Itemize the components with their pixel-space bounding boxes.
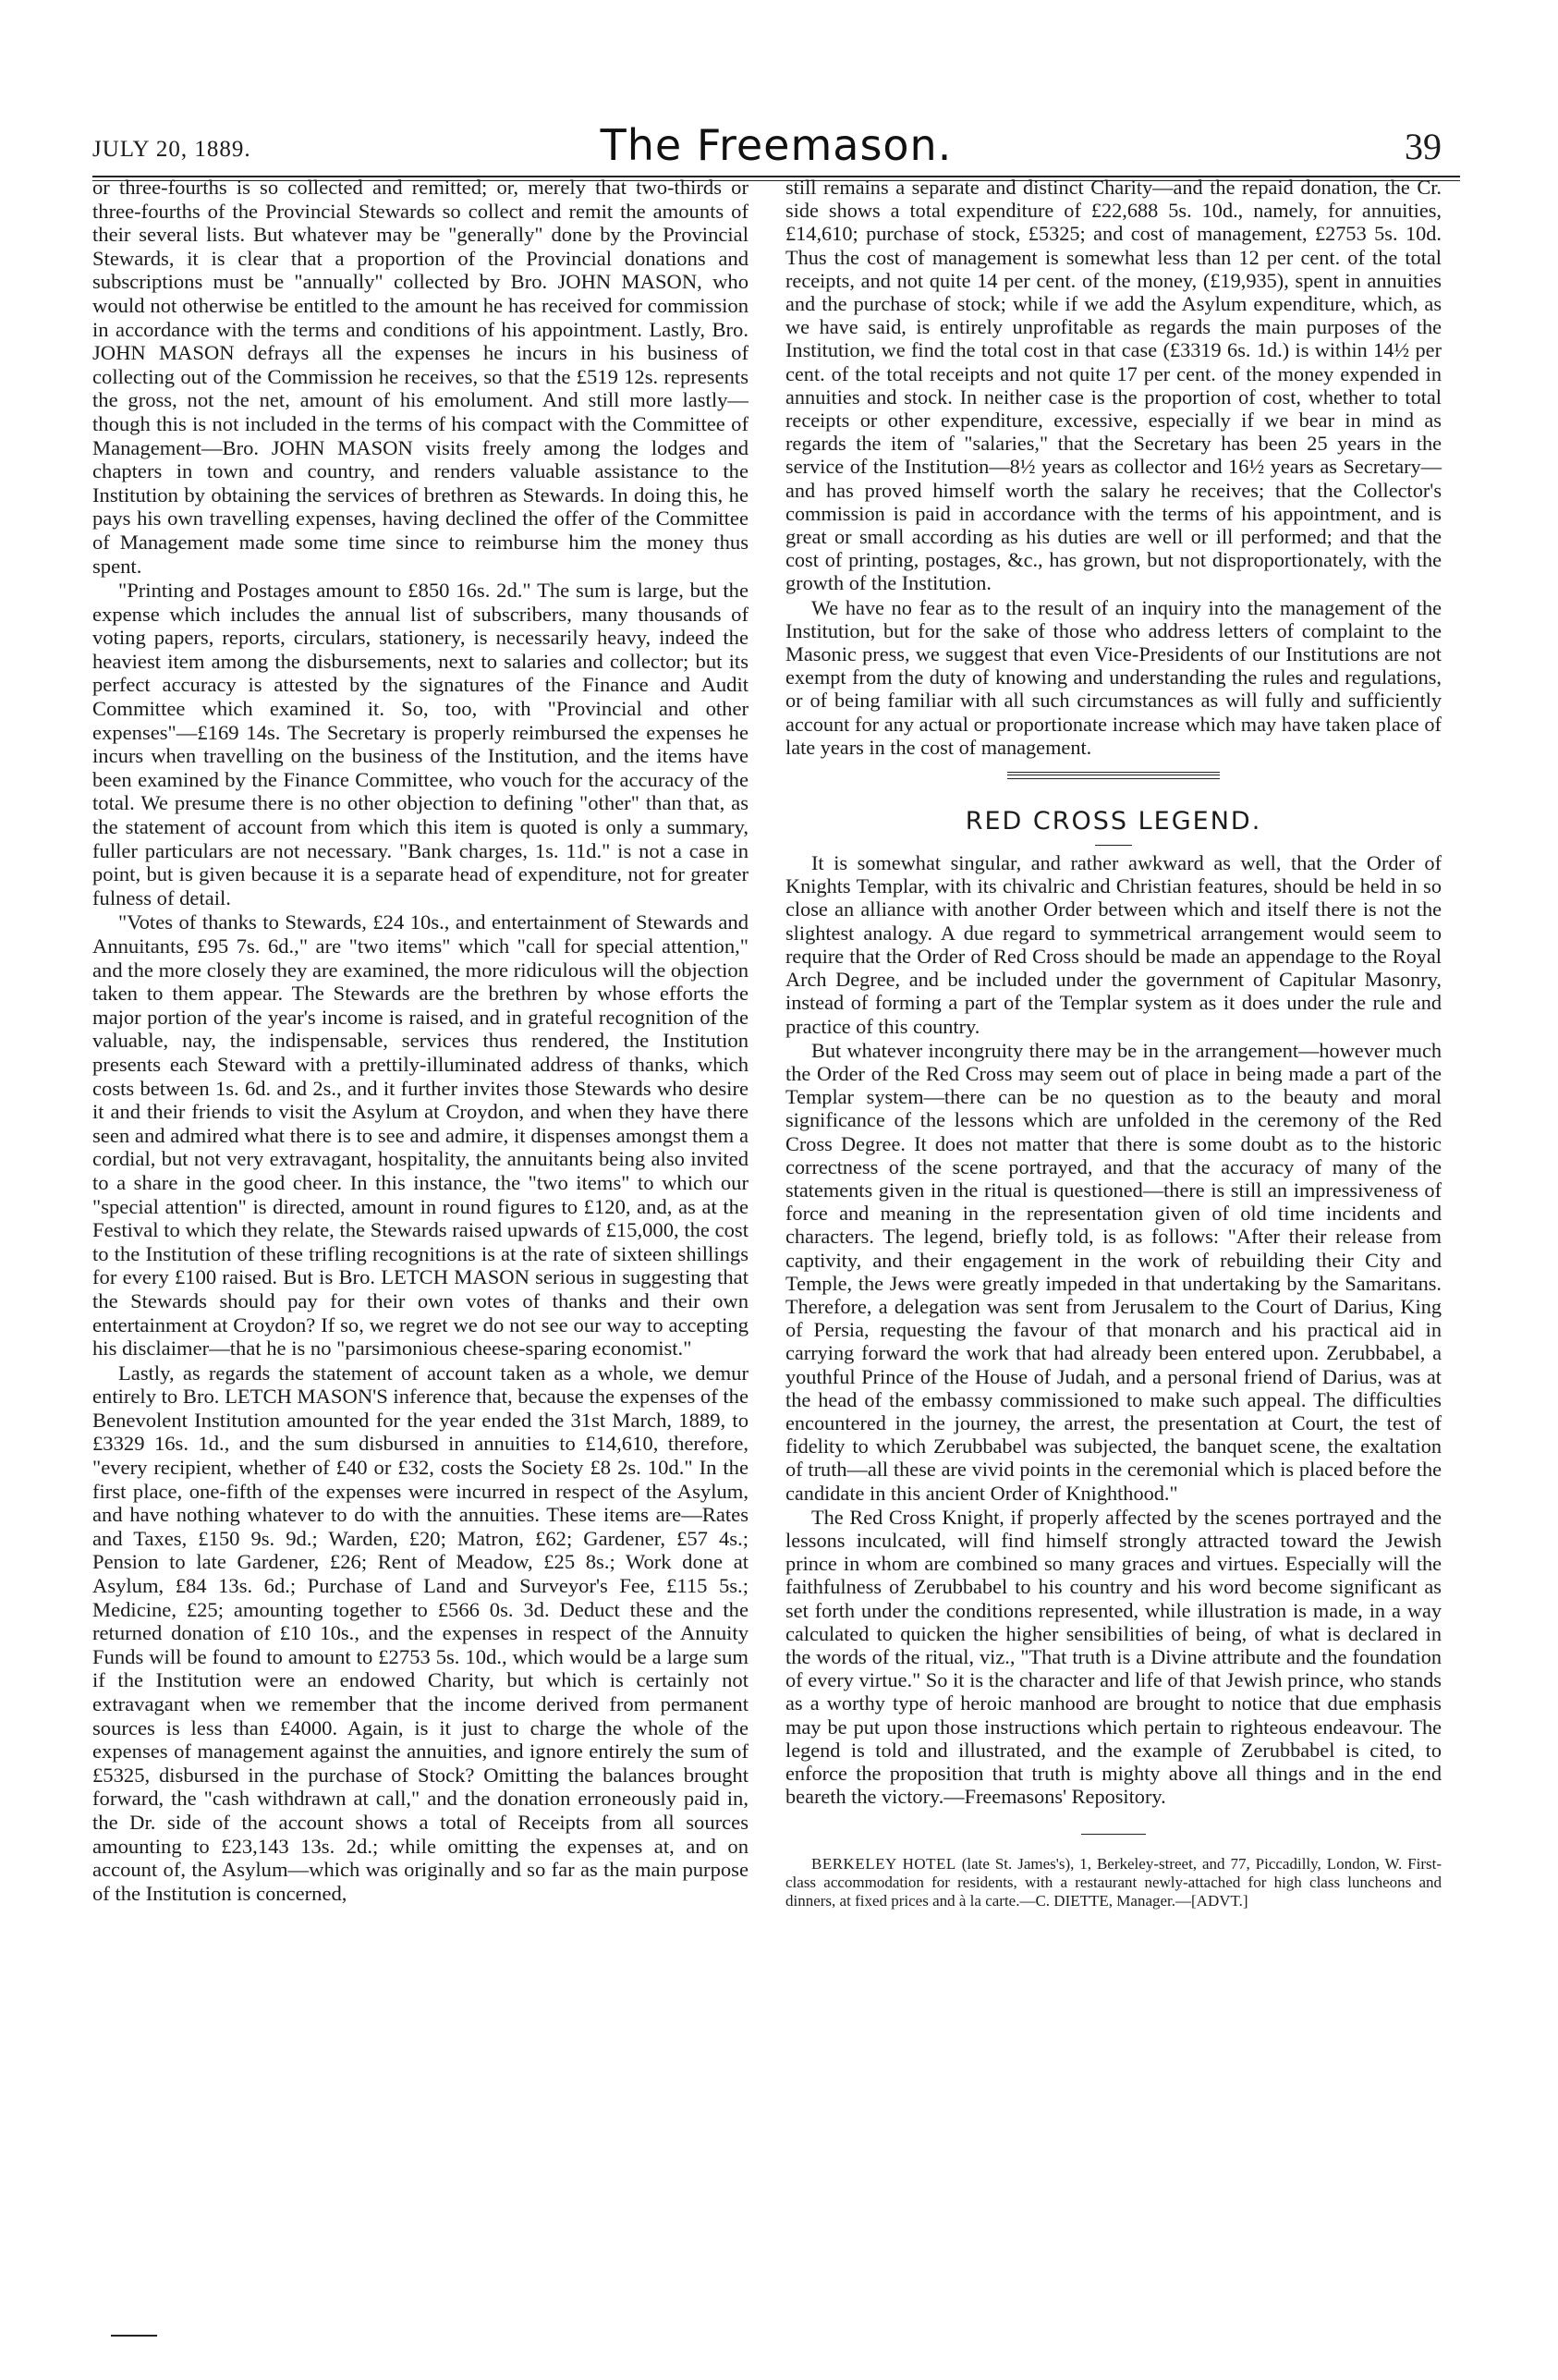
left-column bbox=[92, 176, 749, 1905]
section-divider-thin bbox=[1007, 778, 1220, 779]
page-header bbox=[92, 111, 1460, 170]
newspaper-page bbox=[92, 111, 1460, 2348]
advert-name: BERKELEY HOTEL bbox=[811, 1855, 956, 1873]
section-paragraph: But whatever incongruity there may be in the arrangement—however much the Order of the Red Cross may seem out of place in being made a part of the Templar system—there can be no question as to the beauty and moral significance of the lessons which are unfolded in the ceremony of the Red Cross Degree. It does not matter that there is some doubt as to the historic correctness of the scene portrayed, and that the accuracy of many of the statements given in the ritual is questioned—there is still an impressiveness of force and meaning in the representation given of old time incidents and characters. The legend, briefly told, is as follows: "After their release from captivity, and their engagement in the work of rebuilding their City and Temple, the Jews were greatly impeded in that undertaking by the Samaritans. Therefore, a delegation was sent from Jerusalem to the Court of Darius, King of Persia, requesting the favour of that monarch and his practical aid in carrying forward the work that had already been entered upon. Zerubbabel, a youthful Prince of the House of Judah, and a personal friend of Darius, was at the head of the embassy commissioned to make such appeal. The difficulties encountered in the journey, the arrest, the presentation at Court, the test of fidelity to which Zerubbabel was subjected, the banquet scene, the exaltation of truth—all these are vivid points in the ceremonial which is placed before the candidate in this ancient Order of Knighthood." bbox=[785, 1038, 1442, 1505]
section-divider bbox=[1007, 772, 1220, 775]
article-columns bbox=[92, 176, 1460, 2329]
issue-date: JULY 20, 1889. bbox=[92, 137, 251, 162]
page-number: 39 bbox=[1405, 126, 1442, 167]
advert-divider bbox=[1081, 1834, 1146, 1835]
left-paragraph: Lastly, as regards the statement of account taken as a whole, we demur entirely to Bro. LETCH MASON'S inference that, because the expenses of the Benevolent Institution amounted for the year ended the 31st March, 1889, to £3329 16s. 1d., and the sum disbursed in annuities to £14,610, therefore, "every recipient, whether of £40 or £32, costs the Society £8 2s. 10d." In the first place, one-fifth of the expenses were incurred in respect of the Asylum, and have nothing whatever to do with the annuities. These items are—Rates and Taxes, £150 9s. 9d.; Warden, £20; Matron, £62; Gardener, £57 4s.; Pension to late Gardener, £26; Rent of Meadow, £25 8s.; Work done at Asylum, £84 13s. 6d.; Purchase of Land and Surveyor's Fee, £115 5s.; Medicine, £25; amounting together to £566 0s. 3d. Deduct these and the returned donation of £10 10s., and the expenses in respect of the Annuity Funds will be found to amount to £2753 5s. 10d., which would be a large sum if the Institution were an endowed Charity, but which is certainly not extravagant when we remember that the income derived from permanent sources is less than £4000. Again, is it just to charge the whole of the expenses of management against the annuities, and ignore entirely the sum of £5325, disbursed in the purchase of Stock? Omitting the balances brought forward, the "cash withdrawn at call," and the donation erroneously paid in, the Dr. side of the account shows a total of Receipts from all sources amounting to £23,143 13s. 2d.; while omitting the expenses at, and on account of, the Asylum—which was originally and so far as the main purpose of the Institution is concerned, bbox=[92, 1361, 749, 1905]
advertisement bbox=[785, 1855, 1442, 1910]
section-heading: RED CROSS LEGEND. bbox=[965, 807, 1262, 836]
masthead-title: The Freemason. bbox=[600, 120, 953, 170]
section-paragraph: It is somewhat singular, and rather awkward as well, that the Order of Knights Templar, with its chivalric and Christian features, should be held in so close an alliance with another Order between which and itself there is not the slightest analogy. A due regard to symmetrical arrangement would seem to require that the Order of Red Cross should be made an appendage to the Royal Arch Degree, and be included under the government of Capitular Masonry, instead of forming a part of the Templar system as it does under the rule and practice of this country. bbox=[785, 851, 1442, 1038]
advert-text: (late St. James's), 1, Berkeley-street, and 77, Piccadilly, London, W. First-class accommodation for residents, with a restaurant newly-attached for high class luncheons and dinners, at fixed prices and à la carte.—C. DIETTE, Manager.—[ADVT.] bbox=[785, 1855, 1442, 1910]
left-paragraph: or three-fourths is so collected and remitted; or, merely that two-thirds or three-fourths of the Provincial Stewards so collect and remit the amounts of their several lists. But whatever may be "generally" done by the Provincial Stewards, it is clear that a proportion of the Provincial donations and subscriptions must be "annually" collected by Bro. JOHN MASON, who would not otherwise be entitled to the amount he has received for commission in accordance with the terms and conditions of his appointment. Lastly, Bro. JOHN MASON defrays all the expenses he incurs in his business of collecting out of the Commission he receives, so that the £519 12s. represents the gross, not the net, amount of his emolument. And still more lastly—though this is not included in the terms of his compact with the Committee of Management—Bro. JOHN MASON visits freely among the lodges and chapters in town and country, and renders valuable assistance to the Institution by obtaining the services of brethren as Stewards. In doing this, he pays his own travelling expenses, having declined the offer of the Committee of Management made some time since to reimburse him the money thus spent. bbox=[92, 176, 749, 578]
left-paragraph: "Printing and Postages amount to £850 16s. 2d." The sum is large, but the expense which includes the annual list of subscribers, many thousands of voting papers, reports, circulars, stationery, is necessarily heavy, indeed the heaviest item among the disbursements, next to salaries and collector; but its perfect accuracy is attested by the signatures of the Finance and Audit Committee which examined it. So, too, with "Provincial and other expenses"—£169 14s. The Secretary is properly reimbursed the expenses he incurs when travelling on the business of the Institution, and the items have been examined by the Finance Committee, who vouch for the accuracy of the total. We presume there is no other objection to defining "other" than that, as the statement of account from which this item is quoted is only a summary, fuller particulars are not necessary. "Bank charges, 1s. 11d." is not a case in point, but is given because it is a separate head of expenditure, not for greater fulness of detail. bbox=[92, 579, 749, 909]
right-column bbox=[785, 176, 1442, 1910]
right-paragraph: still remains a separate and distinct Charity—and the repaid donation, the Cr. side shows a total expenditure of £22,688 5s. 10d., namely, for annuities, £14,610; purchase of stock, £5325; and cost of management, £2753 5s. 10d. Thus the cost of management is somewhat less than 12 per cent. of the total receipts, and not quite 14 per cent. of the money, (£19,935), spent in annuities and the purchase of stock; while if we add the Asylum expenditure, which, as we have said, is entirely unprofitable as regards the main purposes of the Institution, we find the total cost in that case (£3319 6s. 1d.) is within 14½ per cent. of the total receipts and not quite 17 per cent. of the money expended in annuities and stock. In neither case is the proportion of cost, whether to total receipts or other expenditure, excessive, especially if we bear in mind as regards the item of "salaries," that the Secretary has been 25 years in the service of the Institution—8½ years as collector and 16½ years as Secretary—and has proved himself worth the salary he receives; that the Collector's commission is paid in accordance with the terms of his appointment, and is great or small according as his duties are well or ill performed; and that the cost of printing, postages, &c., has grown, but not disproportionately, with the growth of the Institution. bbox=[785, 176, 1442, 595]
corner-mark bbox=[111, 2335, 157, 2337]
right-paragraph: We have no fear as to the result of an inquiry into the management of the Institution, but for the sake of those who address letters of complaint to the Masonic press, we suggest that even Vice-Presidents of our Institutions are not exempt from the duty of knowing and understanding the rules and regulations, or of being familiar with all such circumstances as will fully and sufficiently account for any actual or proportionate increase which may have taken place of late years in the cost of management. bbox=[785, 595, 1442, 759]
section-paragraph: The Red Cross Knight, if properly affected by the scenes portrayed and the lessons inculcated, will find himself strongly attracted toward the Jewish prince in whom are combined so many graces and virtues. Especially will the faithfulness of Zerubbabel to his country and his word become significant as set forth under the conditions represented, while illustration is made, in a way calculated to quicken the higher sensibilities of being, of what is declared in the words of the ritual, viz., "That truth is a Divine attribute and the foundation of every virtue." So it is the character and life of that Jewish prince, who stands as a worthy type of heroic manhood are brought to notice that due emphasis may be put upon those instructions which pertain to righteous endeavour. The legend is told and illustrated, and the example of Zerubbabel is cited, to enforce the proposition that truth is mighty above all things and in the end beareth the victory.—Freemasons' Repository. bbox=[785, 1505, 1442, 1809]
heading-underline bbox=[1095, 845, 1132, 846]
left-paragraph: "Votes of thanks to Stewards, £24 10s., and entertainment of Stewards and Annuitants, £95 7s. 6d.," are "two items" which "call for special attention," and the more closely they are examined, the more ridiculous will the objection taken to them appear. The Stewards are the brethren by whose efforts the major portion of the year's income is raised, and in grateful recognition of the valuable, nay, the indispensable, services thus rendered, the Institution presents each Steward with a prettily-illuminated address of thanks, which costs between 1s. 6d. and 2s., and it further invites those Stewards who desire it and their friends to visit the Asylum at Croydon, and when they have there seen and admired what there is to see and admire, it dispenses amongst them a cordial, but not very extravagant, hospitality, the annuitants being also invited to a share in the good cheer. In this instance, the "two items" to which our "special attention" is directed, amount in round figures to £120, and, as at the Festival to which they relate, the Stewards raised upwards of £15,000, the cost to the Institution of these trifling recognitions is at the rate of sixteen shillings for every £100 raised. But is Bro. LETCH MASON serious in suggesting that the Stewards should pay for their own votes of thanks and their own entertainment at Croydon? If so, we regret we do not see our way to accepting his disclaimer—that he is no "parsimonious cheese-sparing economist." bbox=[92, 910, 749, 1361]
